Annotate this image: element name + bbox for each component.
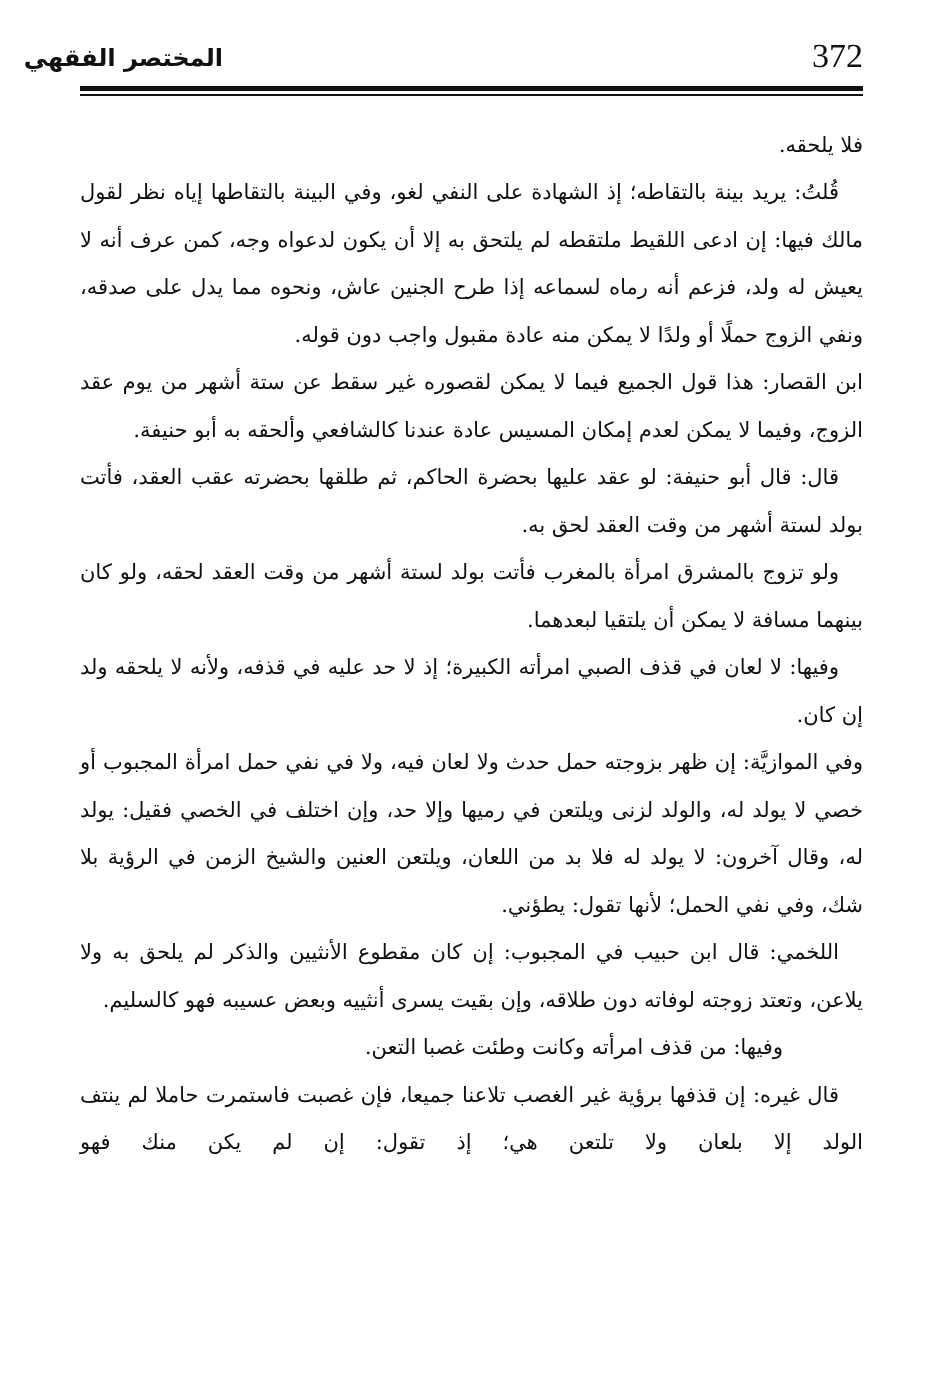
paragraph-3: ابن القصار: هذا قول الجميع فيما لا يمكن لقصوره غير سقط عن ستة أشهر من يوم عقد الزوج، وفيما لا يمكن لعدم إمكان المسيس عادة عندنا كالشافعي وألحقه به أبو حنيفة. (80, 370, 863, 442)
paragraph-6: وفيها: لا لعان في قذف الصبي امرأته الكبيرة؛ إذ لا حد عليه في قذفه، ولأنه لا يلحقه ولد إن كان. (80, 655, 863, 727)
header-rule-thin (80, 94, 863, 96)
paragraph-1: فلا يلحقه. (778, 132, 863, 157)
paragraph-4: قال: قال أبو حنيفة: لو عقد عليها بحضرة الحاكم، ثم طلقها بحضرته عقب العقد، فأتت بولد لستة أشهر من وقت العقد لحق به. (80, 465, 863, 537)
body-text (80, 122, 863, 1167)
page-number: 372 (812, 38, 863, 75)
header-rule-thick (80, 86, 863, 91)
paragraph-5: ولو تزوج بالمشرق امرأة بالمغرب فأتت بولد لستة أشهر من وقت العقد لحقه، ولو كان بينهما مسافة لا يمكن أن يلتقيا لبعدهما. (80, 560, 863, 632)
paragraph-2: قُلتُ: يريد بينة بالتقاطه؛ إذ الشهادة على النفي لغو، وفي البينة بالتقاطها إياه نظر لقول مالك فيها: إن ادعى اللقيط ملتقطه لم يلتحق به إلا أن يكون لدعواه وجه، كمن عرف أنه لا يعيش له ولد، فزعم أنه رماه لسماعه إذا طرح الجنين عاش، ونحوه مما يدل على صدقه، ونفي الزوج حملًا أو ولدًا لا يمكن منه عادة مقبول واجب دون قوله. (80, 180, 863, 347)
paragraph-10: قال غيره: إن قذفها برؤية غير الغصب تلاعنا جميعا، فإن غصبت فاستمرت حاملا لم ينتف الولد إلا بلعان ولا تلتعن هي؛ إذ تقول: إن لم يكن منك فهو (80, 1082, 863, 1154)
document-page (23, 38, 863, 1167)
running-title: المختصر الفقهي (23, 44, 223, 72)
paragraph-9: وفيها: من قذف امرأته وكانت وطئت غصبا التعن. (364, 1035, 783, 1059)
paragraph-8: اللخمي: قال ابن حبيب في المجبوب: إن كان مقطوع الأنثيين والذكر لم يلحق به ولا يلاعن، وتعتد زوجته لوفاته دون طلاقه، وإن بقيت يسرى أنثييه وبعض عسيبه فهو كالسليم. (80, 940, 863, 1012)
page-header (23, 38, 863, 82)
paragraph-7: وفي الموازيَّة: إن ظهر بزوجته حمل حدث ولا لعان فيه، ولا في نفي حمل امرأة المجبوب أو خصي لا يولد له، والولد لزنى ويلتعن في رميها وإلا حد، وإن اختلف في الخصي فقيل: يولد له، وقال آخرون: لا يولد له فلا بد من اللعان، ويلتعن العنين والشيخ الزمن في الرؤية بلا شك، وفي نفي الحمل؛ لأنها تقول: يطؤني. (80, 750, 863, 917)
